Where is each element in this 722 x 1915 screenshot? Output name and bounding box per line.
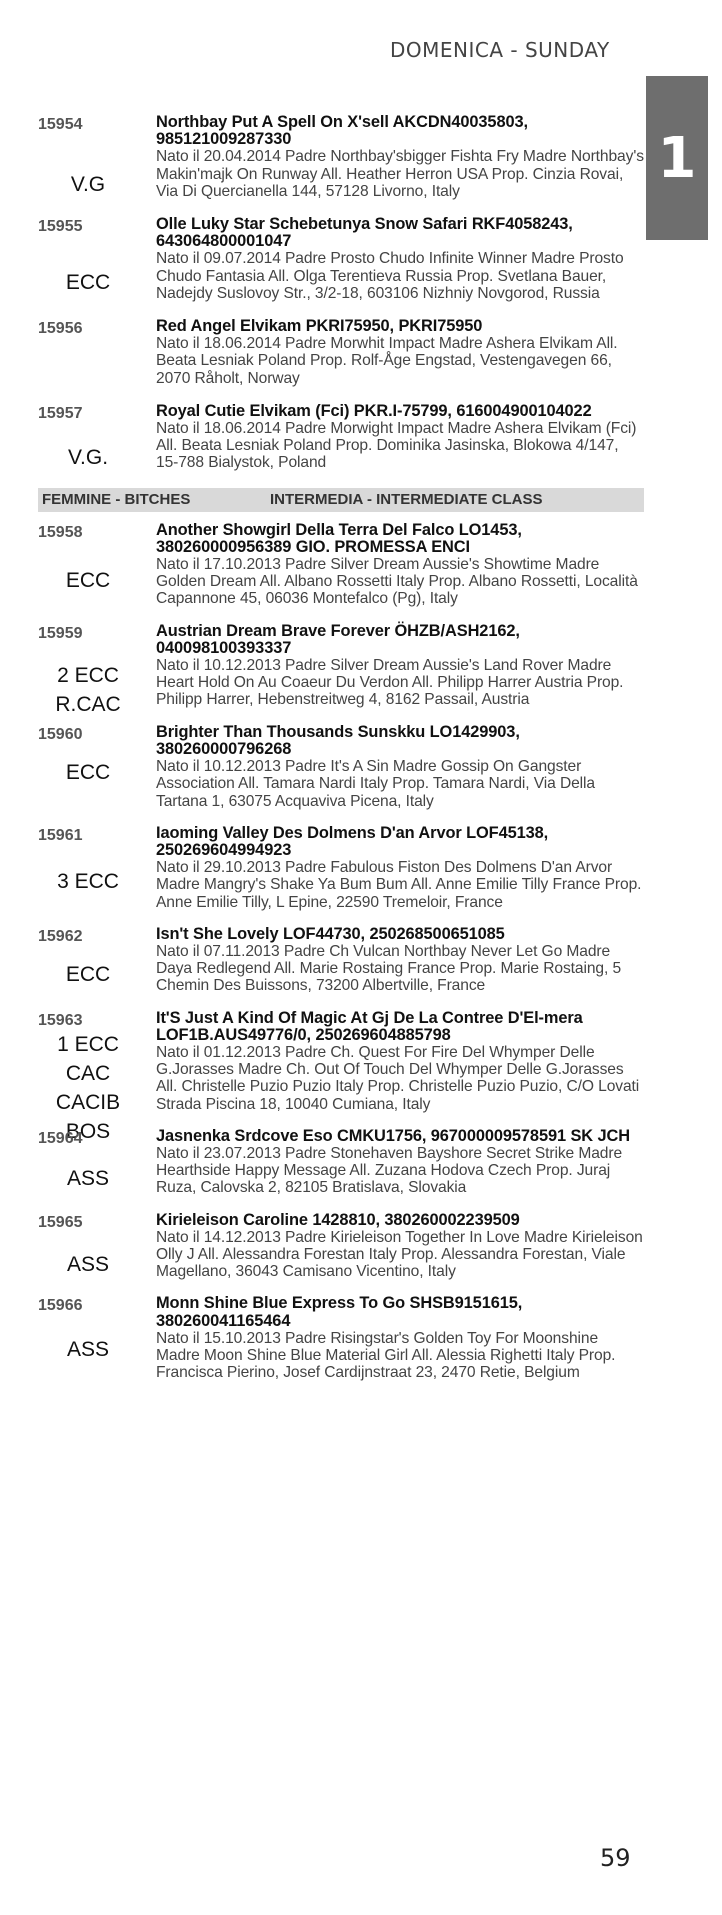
entry-details: Nato il 09.07.2014 Padre Prosto Chudo Infinite Winner Madre Prosto Chudo Fantasia All. Olga Terentieva Russia Prop. Svetlana Bauer, Nadejdy Suslovoy Str., 3/2-18, 603106 Nizhniy Novgorod, Russia xyxy=(156,250,624,302)
entry-number: 15955 xyxy=(38,218,83,236)
entry-details: Nato il 20.04.2014 Padre Northbay'sbigger Fishta Fry Madre Northbay's Makin'majk On Runway All. Heather Herron USA Prop. Cinzia Rovai, Via Di Quercianella 144, 57128 Livorno, Italy xyxy=(156,148,644,200)
entry-text xyxy=(156,926,644,995)
award-line: ASS xyxy=(66,1338,110,1362)
entries-group-bottom xyxy=(24,522,644,1382)
entry-award xyxy=(28,170,148,199)
section-class: INTERMEDIA - INTERMEDIATE CLASS xyxy=(270,491,543,509)
entry-title: Kirieleison Caroline 1428810, 380260002239509 xyxy=(156,1210,520,1229)
entry-number: 15963 xyxy=(38,1011,83,1029)
entry-details: Nato il 10.12.2013 Padre It's A Sin Madre Gossip On Gangster Association All. Tamara Nardi Italy Prop. Tamara Nardi, Via Della Tartana 1, 63075 Acquaviva Picena, Italy xyxy=(156,758,595,810)
entry-details: Nato il 07.11.2013 Padre Ch Vulcan Northbay Never Let Go Madre Daya Redlegend All. Marie Rostaing France Prop. Marie Rostaing, 5 Chemin Des Buissons, 73200 Albertville, France xyxy=(156,942,622,995)
entry-text xyxy=(156,318,644,387)
entry-details: Nato il 14.12.2013 Padre Kirieleison Together In Love Madre Kirieleison Olly J All. Alessandra Forestan Italy Prop. Alessandra Forestan, Viale Magellano, 36043 Camisano Vicentino, Italy xyxy=(156,1228,643,1281)
entry-award xyxy=(28,867,148,896)
entry-number: 15966 xyxy=(38,1297,83,1315)
entry-title: Jasnenka Srdcove Eso CMKU1756, 967000009578591 SK JCH xyxy=(156,1126,630,1145)
entry-number: 15960 xyxy=(38,725,83,743)
entry-text xyxy=(156,825,644,911)
day-tab: 1 xyxy=(646,76,708,240)
catalog-entry xyxy=(24,403,644,472)
entry-number: 15962 xyxy=(38,927,83,945)
award-line: V.G xyxy=(70,173,106,196)
entry-text xyxy=(156,724,644,810)
catalog-entry xyxy=(24,318,644,387)
entry-number: 15956 xyxy=(38,320,83,338)
entry-award xyxy=(28,758,148,787)
entry-title: Isn't She Lovely LOF44730, 250268500651085 xyxy=(156,924,505,943)
award-line: ECC xyxy=(65,962,111,986)
award-line: ECC xyxy=(65,760,111,784)
entry-text xyxy=(156,216,644,302)
entry-text xyxy=(156,623,644,709)
entry-details: Nato il 18.06.2014 Padre Morwight Impact Madre Ashera Elvikam (Fci) All. Beata Lesniak Poland Prop. Dominika Jasinska, Blokowa 4/147, 15-788 Bialystok, Poland xyxy=(156,420,637,472)
entry-text xyxy=(156,522,644,608)
entry-details: Nato il 29.10.2013 Padre Fabulous Fiston Des Dolmens D'an Arvor Madre Mangry's Shake Ya Bum Bum All. Anne Emilie Tilly France Prop. Anne Emilie Tilly, L Epine, 22590 Tremeloir, France xyxy=(156,859,642,911)
entry-details: Nato il 17.10.2013 Padre Silver Dream Aussie's Showtime Madre Golden Dream All. Albano Rossetti Italy Prop. Albano Rossetti, Località Capannone 45, 06036 Montefalco (Pg), Italy xyxy=(156,556,638,608)
award-line: BOS xyxy=(65,1119,111,1143)
entry-number: 15961 xyxy=(38,826,83,844)
award-line: V.G. xyxy=(67,445,109,469)
entry-details: Nato il 10.12.2013 Padre Silver Dream Aussie's Land Rover Madre Heart Hold On Au Coaeur Du Verdon All. Philipp Harrer Austria Prop. Philipp Harrer, Hebenstreitweg 4, 8162 Passail, Austria xyxy=(156,657,624,709)
entry-number: 15957 xyxy=(38,404,83,422)
catalog-entry xyxy=(24,1295,644,1381)
catalog-entry xyxy=(24,216,644,302)
entry-details: Nato il 23.07.2013 Padre Stonehaven Bayshore Secret Strike Madre Hearthside Happy Message All. Zuzana Hodova Czech Prop. Juraj Ruza, Calovska 2, 82105 Bratislava, Slovakia xyxy=(156,1144,623,1197)
entry-number: 15958 xyxy=(38,523,83,541)
entry-award xyxy=(28,566,148,595)
entries-list xyxy=(24,114,644,1396)
entry-title: Olle Luky Star Schebetunya Snow Safari RKF4058243, 643064800001047 xyxy=(156,215,573,251)
entry-number: 15959 xyxy=(38,624,83,642)
award-line: 2 ECC xyxy=(57,663,119,687)
entry-text xyxy=(156,1128,644,1197)
entry-title: Monn Shine Blue Express To Go SHSB9151615, 380260041165464 xyxy=(156,1294,523,1330)
award-line: ECC xyxy=(65,568,111,592)
entry-details: Nato il 18.06.2014 Padre Morwhit Impact Madre Ashera Elvikam All. Beata Lesniak Poland Prop. Rolf-Åge Engstad, Vestengavegen 66, 2070 Råholt, Norway xyxy=(156,335,618,387)
entries-group-top xyxy=(24,114,644,472)
catalog-entry xyxy=(24,114,644,200)
catalog-entry xyxy=(24,1212,644,1281)
entry-details: Nato il 15.10.2013 Padre Risingstar's Golden Toy For Moonshine Madre Moon Shine Blue Material Girl All. Alessia Righetti Italy Prop. Francisca Pierino, Josef Cardijnstraat 23, 2470 Retie, Belgium xyxy=(156,1329,616,1382)
entry-title: Royal Cutie Elvikam (Fci) PKR.I-75799, 616004900104022 xyxy=(156,401,592,420)
section-bar xyxy=(38,488,644,512)
entry-number: 15964 xyxy=(38,1129,83,1147)
entry-award xyxy=(28,1164,148,1193)
catalog-entry xyxy=(24,522,644,608)
award-line: CACIB xyxy=(55,1090,121,1114)
catalog-entry xyxy=(24,724,644,810)
entry-title: It'S Just A Kind Of Magic At Gj De La Contree D'El-mera LOF1B.AUS49776/0, 250269604885798 xyxy=(156,1008,583,1044)
catalog-entry xyxy=(24,621,644,716)
entry-award xyxy=(28,960,148,989)
entry-title: Another Showgirl Della Terra Del Falco LO1453, 380260000956389 GIO. PROMESSA ENCI xyxy=(156,520,522,556)
entry-number: 15954 xyxy=(38,116,83,133)
award-line: ECC xyxy=(65,271,111,295)
catalog-entry xyxy=(24,926,644,995)
entry-title: Iaoming Valley Des Dolmens D'an Arvor LOF45138, 250269604994923 xyxy=(156,823,549,859)
entry-award xyxy=(28,661,148,719)
page-number: 59 xyxy=(600,1844,631,1872)
entry-number: 15965 xyxy=(38,1213,83,1231)
award-line: 3 ECC xyxy=(57,869,119,893)
section-sex: FEMMINE - BITCHES xyxy=(42,491,191,509)
award-line: 1 ECC xyxy=(57,1032,119,1056)
entry-award xyxy=(28,1335,148,1364)
entry-title: Austrian Dream Brave Forever ÖHZB/ASH2162, 040098100393337 xyxy=(156,621,520,657)
entry-text xyxy=(156,1010,644,1113)
entry-title: Brighter Than Thousands Sunskku LO1429903, 380260000796268 xyxy=(156,722,520,758)
catalog-entry xyxy=(24,825,644,911)
entry-title: Northbay Put A Spell On X'sell AKCDN40035803, 985121009287330 xyxy=(156,113,528,149)
award-line: R.CAC xyxy=(55,692,121,716)
entry-text xyxy=(156,1295,644,1381)
entry-text xyxy=(156,403,644,472)
entry-title: Red Angel Elvikam PKRI75950, PKRI75950 xyxy=(156,317,483,336)
award-line: ASS xyxy=(66,1166,110,1190)
catalog-entry xyxy=(24,1128,644,1197)
page-header-day: DOMENICA - SUNDAY xyxy=(390,38,610,62)
entry-details: Nato il 01.12.2013 Padre Ch. Quest For Fire Del Whymper Delle G.Jorasses Madre Ch. Out Of Touch Del Whymper Delle G.Jorasses All. Christelle Puzio Puzio Italy Prop. Christelle Puzio Puzio, C/O Lovati Strada Piscina 18, 10040 Cumiana, Italy xyxy=(156,1043,640,1113)
entry-award xyxy=(28,443,148,472)
award-line: ASS xyxy=(66,1252,110,1276)
entry-text xyxy=(156,1212,644,1281)
entry-award xyxy=(28,1250,148,1279)
entry-text xyxy=(156,114,644,200)
entry-award xyxy=(28,268,148,297)
award-line: CAC xyxy=(65,1061,111,1085)
